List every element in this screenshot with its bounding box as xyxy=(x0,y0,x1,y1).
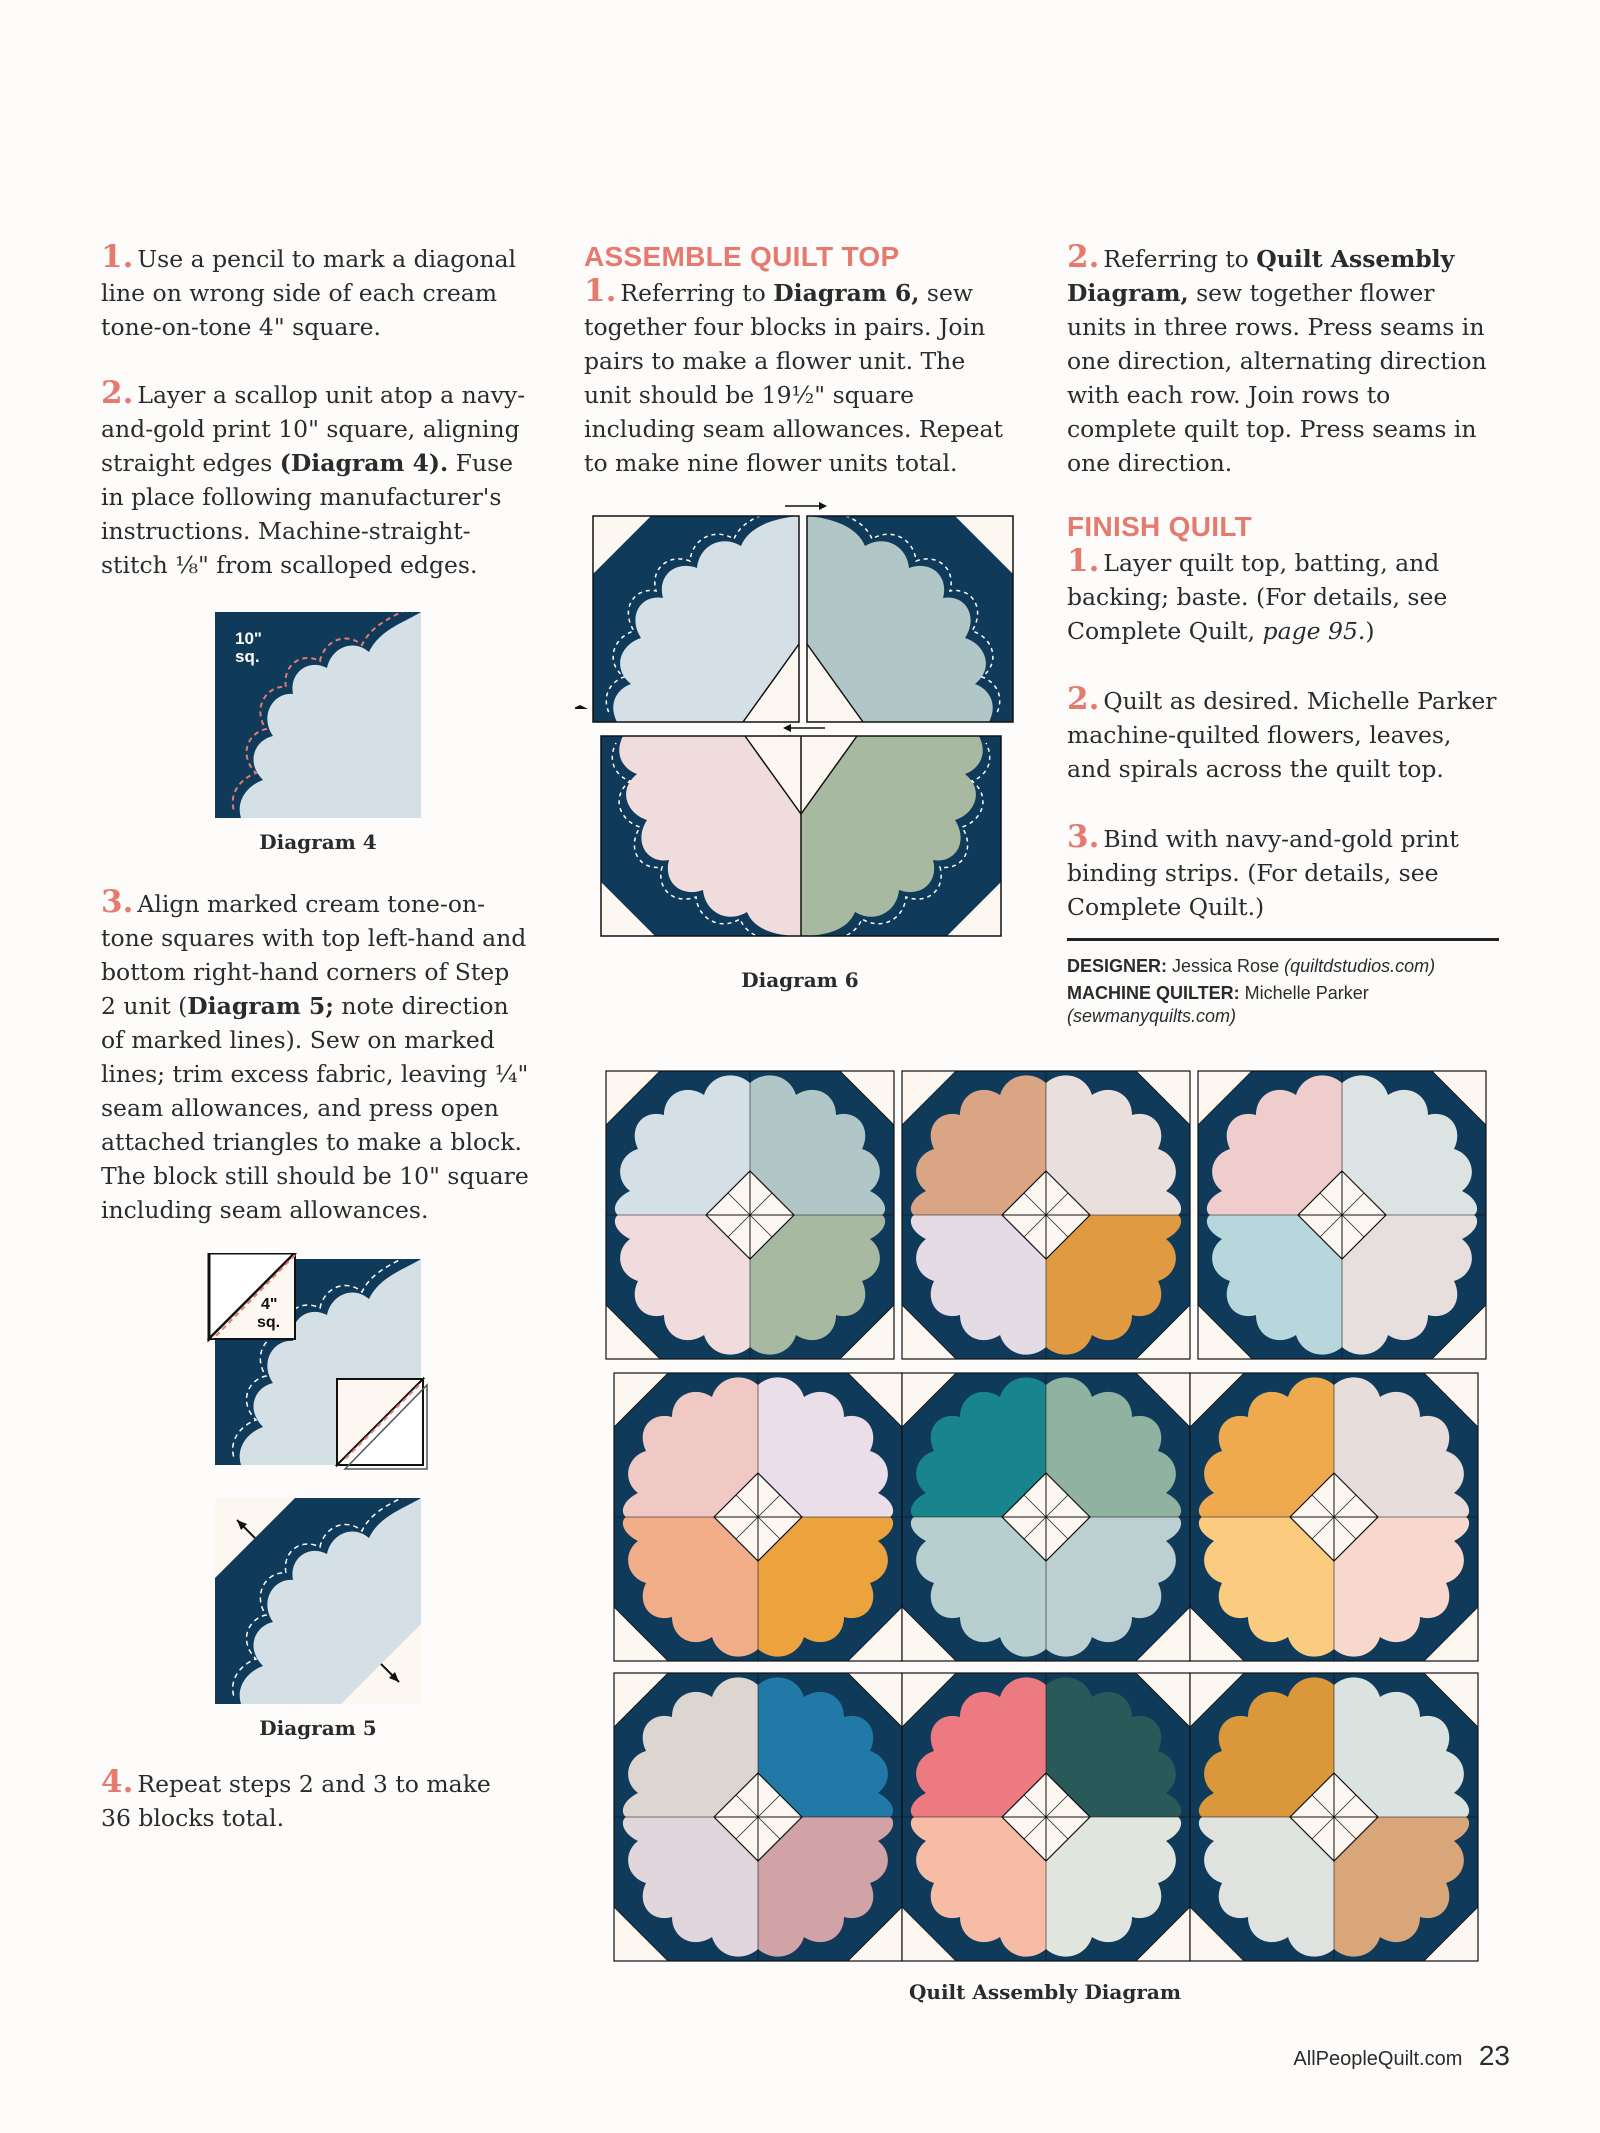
step-text: sew together flower units in three rows. Press seams in one direction, alternating direction with each row. Join rows to complete quilt top. Press seams in one direction. xyxy=(1067,279,1487,477)
step-number: 1. xyxy=(1067,543,1100,579)
step-text: Align marked cream tone-on-tone squares with top left-hand and bottom right-hand corners of Step 2 unit ( xyxy=(101,890,527,1020)
step-4 xyxy=(101,1765,501,1835)
section-heading-assemble: ASSEMBLE QUILT TOP xyxy=(584,241,900,272)
size-label-bottom: sq. xyxy=(257,1314,281,1331)
diagram-5-caption: Diagram 5 xyxy=(259,1716,377,1740)
flower-unit xyxy=(902,1071,1190,1359)
step-text: Referring to xyxy=(1103,245,1257,273)
step-2 xyxy=(101,376,531,582)
diagram-reference: (Diagram 4). xyxy=(279,449,449,477)
designer-credit xyxy=(1067,955,1497,978)
flower-unit xyxy=(902,1373,1190,1661)
column-middle xyxy=(584,240,1004,514)
step-text: Quilt as desired. Michelle Parker machine-quilted flowers, leaves, and spirals across the quilt top. xyxy=(1067,687,1497,783)
flower-unit xyxy=(1190,1373,1478,1661)
quilt-assembly-diagram xyxy=(600,1065,1500,1985)
flower-unit xyxy=(1190,1673,1478,1961)
diagram-6-caption: Diagram 6 xyxy=(741,968,859,992)
column-left-lower xyxy=(101,885,531,1261)
quilter-credit xyxy=(1067,982,1497,1028)
step-text: Repeat steps 2 and 3 to make 36 blocks total. xyxy=(101,1770,491,1832)
step-3 xyxy=(101,885,531,1227)
flower-unit xyxy=(606,1071,894,1359)
step-number: 4. xyxy=(101,1764,134,1800)
flower-unit xyxy=(1198,1071,1486,1359)
step-text: sew together four blocks in pairs. Join pairs to make a flower unit. The unit should be 19½" square including seam allowances. Repeat to make nine flower units total. xyxy=(584,279,1003,477)
diagram-5-result xyxy=(215,1498,421,1704)
step-number: 1. xyxy=(101,239,134,275)
designer-label: DESIGNER: xyxy=(1067,956,1168,976)
page-reference: page 95. xyxy=(1262,617,1366,645)
quilt-assembly-caption: Quilt Assembly Diagram xyxy=(909,1980,1181,2004)
step-number: 3. xyxy=(1067,819,1100,855)
size-label-top: 4" xyxy=(261,1296,278,1313)
flower-unit xyxy=(614,1373,902,1661)
quilter-label: MACHINE QUILTER: xyxy=(1067,983,1240,1003)
footer xyxy=(1200,2040,1510,2072)
step-1 xyxy=(101,240,531,344)
size-label-bottom: sq. xyxy=(235,647,260,666)
step-text: Layer quilt top, batting, and backing; baste. (For details, see Complete Quilt, xyxy=(1067,549,1448,645)
finish-step-1 xyxy=(1067,544,1497,648)
quilter-name: Michelle Parker xyxy=(1244,983,1369,1003)
size-label-top: 10" xyxy=(235,629,262,648)
credits-divider xyxy=(1067,938,1499,941)
flower-unit xyxy=(902,1673,1190,1961)
step-number: 3. xyxy=(101,884,134,920)
step-number: 2. xyxy=(101,375,134,411)
step-text: ) xyxy=(1365,617,1375,645)
designer-site: (quiltdstudios.com) xyxy=(1284,956,1436,976)
step-text: Use a pencil to mark a diagonal line on wrong side of each cream tone-on-tone 4" square. xyxy=(101,245,517,341)
diagram-4-caption: Diagram 4 xyxy=(259,830,377,854)
assemble-step-2 xyxy=(1067,240,1497,480)
step-text: note direction of marked lines). Sew on marked lines; trim excess fabric, leaving ¼" seam allowances, and press open attached triangles to make a block. The block still should be 10" square including seam allowances. xyxy=(101,992,529,1224)
step-text: Bind with navy-and-gold print binding strips. (For details, see Complete Quilt.) xyxy=(1067,825,1459,921)
quilter-site: (sewmanyquilts.com) xyxy=(1067,1006,1237,1026)
section-heading-finish: FINISH QUILT xyxy=(1067,511,1253,542)
diagram-6 xyxy=(575,498,1015,948)
step-text: Layer a scallop unit atop a navy-and-gold print 10" square, aligning straight edges xyxy=(101,381,526,477)
footer-site: AllPeopleQuilt.com xyxy=(1293,2048,1463,2070)
diagram-4 xyxy=(215,612,421,818)
flower-unit xyxy=(614,1673,902,1961)
designer-name: Jessica Rose xyxy=(1172,956,1280,976)
column-right xyxy=(1067,240,1497,1028)
finish-step-2 xyxy=(1067,682,1497,786)
diagram-reference: Quilt Assembly Diagram, xyxy=(1067,245,1455,307)
diagram-6-bottom-pair xyxy=(601,736,1001,943)
page-number: 23 xyxy=(1478,2040,1510,2071)
credits xyxy=(1067,955,1497,1028)
step-text: Referring to xyxy=(620,279,774,307)
column-left xyxy=(101,240,531,616)
diagram-6-top-pair xyxy=(593,509,1013,722)
diagram-reference: Diagram 5; xyxy=(187,992,334,1020)
step-text: Fuse in place following manufacturer's instructions. Machine-straight-stitch ⅛" from scalloped edges. xyxy=(101,449,514,579)
finish-step-3 xyxy=(1067,820,1497,924)
diagram-5-step xyxy=(205,1253,435,1483)
assemble-step-1 xyxy=(584,274,1004,480)
step-number: 1. xyxy=(584,273,617,309)
step-number: 2. xyxy=(1067,681,1100,717)
step-number: 2. xyxy=(1067,239,1100,275)
diagram-reference: Diagram 6, xyxy=(773,279,920,307)
